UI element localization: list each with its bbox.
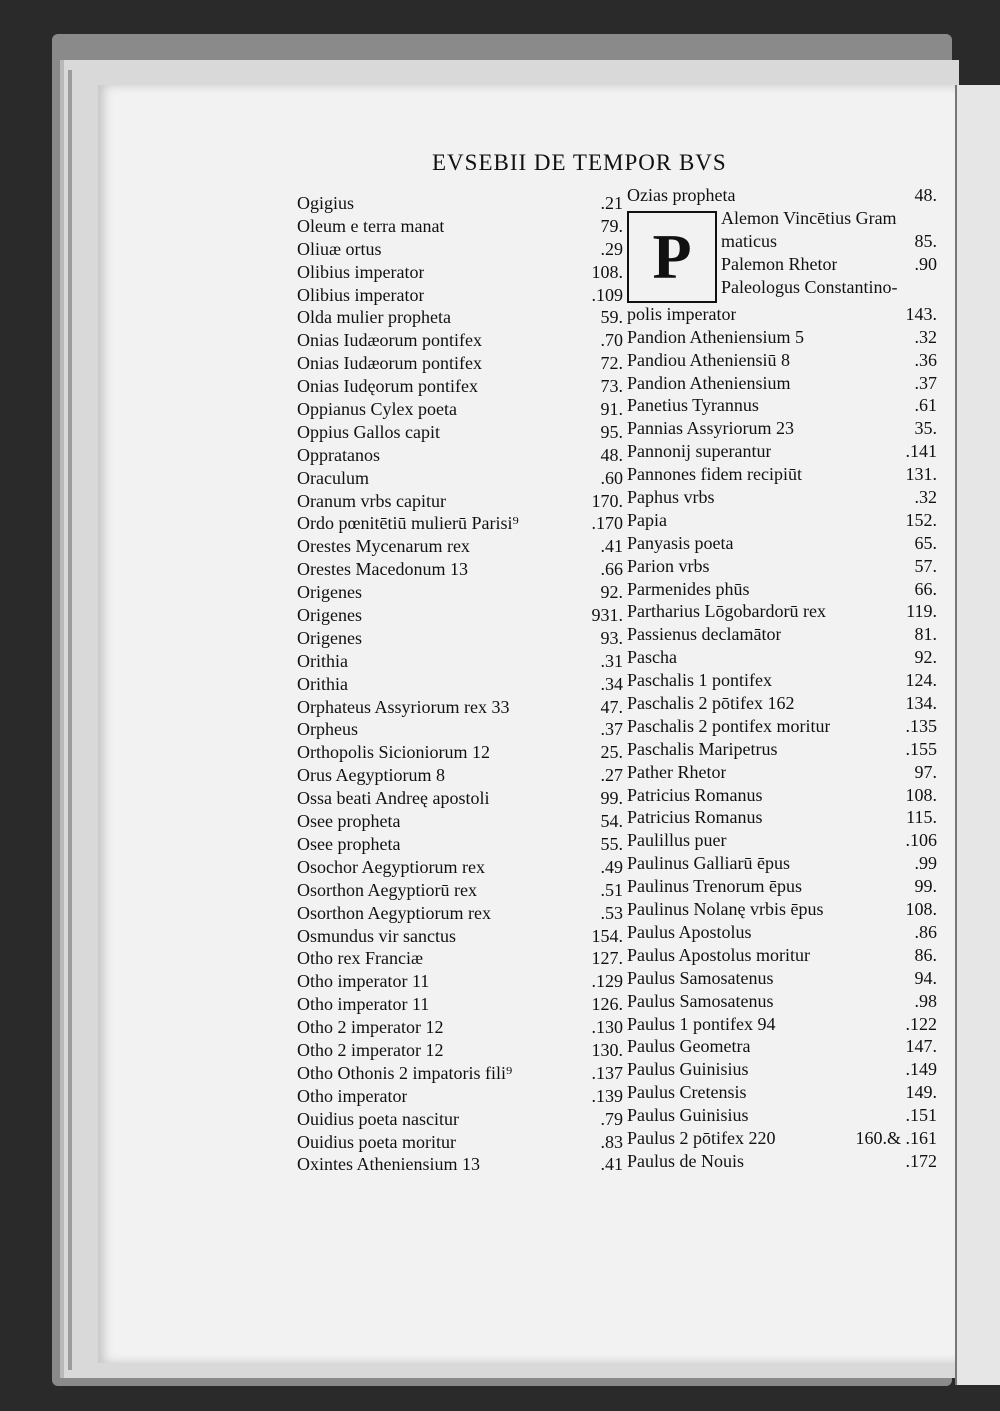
- entry-page: .21: [600, 193, 623, 213]
- entry-term: Osee propheta: [297, 811, 401, 832]
- entry-term: Onias Iudęorum pontifex: [297, 376, 478, 397]
- entry-term: Osorthon Aegyptiorum rex: [297, 902, 491, 923]
- entry-term: Patricius Romanus: [627, 807, 763, 828]
- index-entry: [627, 1081, 937, 1104]
- entry-page: 108.: [905, 899, 937, 920]
- index-entry: [297, 490, 623, 513]
- entry-page: 59.: [600, 307, 623, 328]
- entry-page: 85.: [914, 230, 937, 251]
- index-entry: [297, 879, 623, 902]
- index-entries-right: [627, 303, 937, 1173]
- entry-term: Oliuæ ortus: [297, 238, 382, 259]
- index-entry: [627, 326, 937, 349]
- entry-page: .29: [600, 238, 623, 259]
- entry-page: 73.: [600, 376, 623, 397]
- entry-page: 48.: [600, 444, 623, 465]
- entry-term: Oppratanos: [297, 444, 380, 465]
- index-entry: [627, 303, 937, 326]
- entry-term: Pannias Assyriorum 23: [627, 418, 795, 439]
- index-entry: [297, 329, 623, 352]
- entry-term: Otho Othonis 2 impatoris fili⁹: [297, 1062, 513, 1083]
- index-entry: [297, 856, 623, 879]
- entry-page: 127.: [591, 948, 623, 969]
- entry-term: Passienus declamātor: [627, 624, 782, 645]
- entry-page: .135: [905, 715, 937, 736]
- entry-page: .141: [905, 441, 937, 462]
- entry-term: Otho 2 imperator 12: [297, 1039, 444, 1060]
- entry-page: .32: [914, 326, 937, 347]
- entry-term: Paulinus Trenorum ēpus: [627, 876, 803, 897]
- entry-page: .139: [591, 1085, 623, 1106]
- entry-term: Parion vrbs: [627, 555, 710, 576]
- index-entry: [297, 238, 623, 261]
- entry-page: 92.: [914, 647, 937, 668]
- entry-term: Osochor Aegyptiorum rex: [297, 856, 485, 877]
- entry-term: Palemon Rhetor: [721, 253, 838, 274]
- entry-term: Orpheus: [297, 719, 358, 740]
- entry-term: Papia: [627, 509, 667, 530]
- entry-term: Orus Aegyptiorum 8: [297, 765, 445, 786]
- entry-page: .31: [600, 650, 623, 671]
- entry-page: .99: [914, 853, 937, 874]
- index-entry: [627, 1104, 937, 1127]
- index-entry: [627, 944, 937, 967]
- entry-term: Otho imperator 11: [297, 971, 430, 992]
- entry-term: Orestes Macedonum 13: [297, 559, 468, 580]
- entry-term: Oraculum: [297, 467, 369, 488]
- index-entry: [627, 1058, 937, 1081]
- initial-letter: P: [652, 220, 692, 292]
- entry-page: .27: [600, 765, 623, 786]
- entry-term: Ogigius: [297, 193, 355, 213]
- entry-term: Paulus Apostolus moritur: [627, 944, 811, 965]
- entry-page: .70: [600, 330, 623, 351]
- entry-term: Orithia: [297, 650, 348, 671]
- entry-page: .53: [600, 902, 623, 923]
- entry-term: Ouidius poeta nascitur: [297, 1108, 459, 1129]
- entry-page: .34: [600, 673, 623, 694]
- index-entry: [297, 398, 623, 421]
- entry-term: Paulus Samosatenus: [627, 967, 774, 988]
- index-entry: [297, 925, 623, 948]
- entry-term: Paulus Guinisius: [627, 1059, 749, 1080]
- entry-page: 65.: [914, 532, 937, 553]
- index-entry: [627, 532, 937, 555]
- index-entry: [627, 898, 937, 921]
- index-entry: [627, 463, 937, 486]
- index-entry: [627, 761, 937, 784]
- entry-term: Otho imperator: [297, 1085, 408, 1106]
- index-entry: [627, 990, 937, 1013]
- entry-page: 119.: [906, 601, 937, 622]
- index-entry: [297, 673, 623, 696]
- entry-page: .51: [600, 879, 623, 900]
- index-entry: [297, 421, 623, 444]
- entry-term: Paulus Guinisius: [627, 1105, 749, 1126]
- index-entry: [297, 558, 623, 581]
- index-entry: [297, 192, 623, 215]
- index-entry: [297, 810, 623, 833]
- entry-term: maticus: [721, 230, 777, 251]
- entry-page: .86: [914, 921, 937, 942]
- entry-page: .37: [914, 372, 937, 393]
- index-entry: [627, 1013, 937, 1036]
- entry-term: Paulus Apostolus: [627, 921, 752, 942]
- index-entry: [297, 993, 623, 1016]
- index-entry: [297, 604, 623, 627]
- index-entry: [627, 669, 937, 692]
- entry-term: Otho rex Franciæ: [297, 948, 423, 969]
- entry-page: .60: [600, 467, 623, 488]
- entry-term: Osee propheta: [297, 833, 401, 854]
- entry-term: Origenes: [297, 605, 362, 626]
- entry-page: .137: [591, 1062, 623, 1083]
- entry-page: 152.: [905, 509, 937, 530]
- entry-page: 93.: [600, 627, 623, 648]
- entry-term: Olibius imperator: [297, 284, 425, 305]
- entry-term: Paulus Cretensis: [627, 1082, 747, 1103]
- entry-page: 108.: [905, 784, 937, 805]
- index-entry: [297, 444, 623, 467]
- entry-page: 97.: [914, 761, 937, 782]
- index-entry: [627, 921, 937, 944]
- entry-term: Paulinus Galliarū ēpus: [627, 853, 790, 874]
- entry-page: 130.: [591, 1039, 623, 1060]
- index-entry: [627, 578, 937, 601]
- entry-term: Otho 2 imperator 12: [297, 1017, 444, 1038]
- index-entry: [721, 207, 937, 230]
- entry-term: Paschalis 1 pontifex: [627, 670, 772, 691]
- entry-page: 147.: [905, 1036, 937, 1057]
- facing-page-edge: [955, 85, 1000, 1385]
- entry-page: 931.: [591, 605, 623, 626]
- entry-page: 154.: [591, 925, 623, 946]
- entry-page: 126.: [591, 994, 623, 1015]
- entry-page: .170: [591, 513, 623, 534]
- entry-page: 115.: [906, 807, 937, 828]
- index-entry: [297, 1016, 623, 1039]
- entry-page: 66.: [914, 578, 937, 599]
- index-entry: [297, 947, 623, 970]
- entry-page: 57.: [914, 555, 937, 576]
- entry-page: 124.: [905, 670, 937, 691]
- entry-page: .172: [905, 1150, 937, 1171]
- entry-term: Pannones fidem recipiūt: [627, 464, 802, 485]
- entry-page: .32: [914, 487, 937, 508]
- entry-term: Pandion Atheniensium: [627, 372, 791, 393]
- entry-page: .106: [905, 830, 937, 851]
- decorated-initial: [627, 211, 717, 303]
- index-entry: [297, 1085, 623, 1108]
- index-entry: [297, 627, 623, 650]
- index-entry: [627, 738, 937, 761]
- index-column-left: [297, 192, 623, 1176]
- index-entry: [297, 1108, 623, 1131]
- index-entry: [627, 509, 937, 532]
- index-entry: [721, 276, 937, 299]
- index-entry: [627, 184, 937, 207]
- index-entry: [627, 852, 937, 875]
- entry-term: Oppianus Cylex poeta: [297, 399, 457, 420]
- entry-page: 95.: [600, 421, 623, 442]
- entry-term: Pather Rhetor: [627, 761, 727, 782]
- entry-page: .41: [600, 536, 623, 557]
- entry-page: 81.: [914, 624, 937, 645]
- index-entry: [297, 512, 623, 535]
- page-edge-line: [68, 70, 72, 1370]
- entry-page: 108.: [591, 261, 623, 282]
- entry-term: Partharius Lōgobardorū rex: [627, 601, 826, 622]
- entry-term: Paulus 1 pontifex 94: [627, 1013, 776, 1034]
- entry-term: Orthopolis Sicioniorum 12: [297, 742, 490, 763]
- entry-term: Paulus Samosatenus: [627, 990, 774, 1011]
- index-entry: [297, 581, 623, 604]
- entry-page: .98: [914, 990, 937, 1011]
- index-entry: [721, 253, 937, 276]
- entry-page: 99.: [914, 876, 937, 897]
- index-entry: [627, 806, 937, 829]
- index-entry: [297, 261, 623, 284]
- entry-page: .49: [600, 856, 623, 877]
- index-entry: [297, 764, 623, 787]
- entry-term: Paphus vrbs: [627, 487, 715, 508]
- entry-page: 170.: [591, 490, 623, 511]
- entry-term: Paschalis Maripetrus: [627, 738, 778, 759]
- entry-term: Osorthon Aegyptiorū rex: [297, 879, 477, 900]
- entry-term: Onias Iudæorum pontifex: [297, 353, 482, 374]
- entry-term: Paschalis 2 pontifex moritur: [627, 715, 831, 736]
- drop-cap-entries: [721, 207, 937, 303]
- entry-term: Ozias propheta: [627, 185, 736, 205]
- entry-page: 149.: [905, 1082, 937, 1103]
- index-entry: [627, 600, 937, 623]
- index-entry: [297, 718, 623, 741]
- entry-term: Pascha: [627, 647, 677, 668]
- index-entry: [297, 787, 623, 810]
- index-entry: [297, 284, 623, 307]
- entry-term: Origenes: [297, 582, 362, 603]
- index-entry: [297, 375, 623, 398]
- entry-page: 160.& .161: [855, 1127, 937, 1148]
- entry-page: 99.: [600, 788, 623, 809]
- index-entry: [297, 1131, 623, 1154]
- index-entry: [297, 1039, 623, 1062]
- index-entry: [627, 875, 937, 898]
- entry-page: 79.: [600, 215, 623, 236]
- entry-page: .79: [600, 1108, 623, 1129]
- index-entry: [627, 349, 937, 372]
- index-entry: [627, 1127, 937, 1150]
- entry-term: Alemon Vincētius Gram: [721, 207, 897, 228]
- entry-term: Paulus Geometra: [627, 1036, 751, 1057]
- entry-term: Ordo pœnitētiū mulierū Parisi⁹: [297, 513, 519, 534]
- entry-term: Paleologus Constantino-: [721, 276, 898, 297]
- entry-term: Pannonij superantur: [627, 441, 772, 462]
- entry-page: 92.: [600, 582, 623, 603]
- entry-page: 25.: [600, 742, 623, 763]
- entry-term: Oppius Gallos capit: [297, 421, 440, 442]
- drop-cap-block: [627, 207, 937, 303]
- entry-term: Oleum e terra manat: [297, 215, 445, 236]
- entry-term: Orithia: [297, 673, 348, 694]
- entry-page: .61: [914, 395, 937, 416]
- index-entry: [297, 696, 623, 719]
- entry-page: 72.: [600, 353, 623, 374]
- running-head: EVSEBII DE TEMPOR BVS: [432, 150, 727, 175]
- index-entry: [627, 784, 937, 807]
- entry-page: 35.: [914, 418, 937, 439]
- index-entry: [297, 352, 623, 375]
- index-entry: [627, 394, 937, 417]
- index-entry: [627, 967, 937, 990]
- entry-page: .155: [905, 738, 937, 759]
- index-entry: [297, 741, 623, 764]
- index-entry: [627, 1150, 937, 1173]
- entry-page: .130: [591, 1017, 623, 1038]
- entry-term: Panyasis poeta: [627, 532, 734, 553]
- entry-page: 91.: [600, 399, 623, 420]
- entry-term: Paulus 2 pōtifex 220: [627, 1127, 776, 1148]
- entry-term: Olibius imperator: [297, 261, 425, 282]
- entry-page: .41: [600, 1154, 623, 1175]
- entry-page: 131.: [905, 464, 937, 485]
- index-entry: [627, 486, 937, 509]
- entry-page: .122: [905, 1013, 937, 1034]
- entry-term: Orphateus Assyriorum rex 33: [297, 696, 510, 717]
- index-entry: [297, 1153, 623, 1176]
- index-entry: [627, 715, 937, 738]
- entry-page: .151: [905, 1105, 937, 1126]
- entry-term: Oxintes Atheniensium 13: [297, 1154, 480, 1175]
- index-entry: [297, 306, 623, 329]
- index-entry: [297, 650, 623, 673]
- entry-page: 47.: [600, 696, 623, 717]
- index-entry: [627, 692, 937, 715]
- entry-page: 134.: [905, 693, 937, 714]
- index-entry: [297, 1062, 623, 1085]
- entry-page: .36: [914, 349, 937, 370]
- entry-term: Otho imperator 11: [297, 994, 430, 1015]
- entry-term: Paulillus puer: [627, 830, 727, 851]
- entry-term: Oranum vrbs capitur: [297, 490, 446, 511]
- entry-term: Paschalis 2 pōtifex 162: [627, 693, 795, 714]
- entry-term: Parmenides phūs: [627, 578, 750, 599]
- index-entry: [627, 646, 937, 669]
- index-entry: [627, 555, 937, 578]
- index-entry: [627, 417, 937, 440]
- entry-page: .149: [905, 1059, 937, 1080]
- entry-term: Onias Iudæorum pontifex: [297, 330, 482, 351]
- index-entry: [627, 440, 937, 463]
- index-entry: [627, 829, 937, 852]
- entry-page: .37: [600, 719, 623, 740]
- entry-page: 54.: [600, 811, 623, 832]
- entry-term: Pandiou Atheniensiū 8: [627, 349, 790, 370]
- index-column-right: [627, 184, 937, 1173]
- index-entry: [297, 833, 623, 856]
- index-entry: [627, 372, 937, 395]
- index-entry: [297, 467, 623, 490]
- entry-page: .109: [591, 284, 623, 305]
- entry-page: 143.: [905, 303, 937, 324]
- entry-term: Origenes: [297, 627, 362, 648]
- entry-term: Osmundus vir sanctus: [297, 925, 456, 946]
- index-entry: [721, 230, 937, 253]
- entry-term: Ouidius poeta moritur: [297, 1131, 456, 1152]
- index-entry: [627, 1035, 937, 1058]
- entry-page: .129: [591, 971, 623, 992]
- entry-term: Ossa beati Andreę apostoli: [297, 788, 490, 809]
- index-entry: [297, 215, 623, 238]
- entry-term: Pandion Atheniensium 5: [627, 326, 804, 347]
- entry-page: .83: [600, 1131, 623, 1152]
- entry-term: Paulus de Nouis: [627, 1150, 744, 1171]
- entry-page: .66: [600, 559, 623, 580]
- entry-term: Olda mulier propheta: [297, 307, 451, 328]
- index-entry: [297, 535, 623, 558]
- entry-term: polis imperator: [627, 303, 737, 324]
- entry-page: 48.: [914, 185, 937, 205]
- entry-term: Orestes Mycenarum rex: [297, 536, 470, 557]
- index-entry: [627, 623, 937, 646]
- index-entry: [297, 970, 623, 993]
- index-entry: [297, 902, 623, 925]
- entry-page: .90: [914, 253, 937, 274]
- entry-term: Paulinus Nolanę vrbis ēpus: [627, 899, 824, 920]
- entry-page: 86.: [914, 944, 937, 965]
- entry-term: Panetius Tyrannus: [627, 395, 759, 416]
- entry-page: 55.: [600, 833, 623, 854]
- entry-page: 94.: [914, 967, 937, 988]
- entry-term: Patricius Romanus: [627, 784, 763, 805]
